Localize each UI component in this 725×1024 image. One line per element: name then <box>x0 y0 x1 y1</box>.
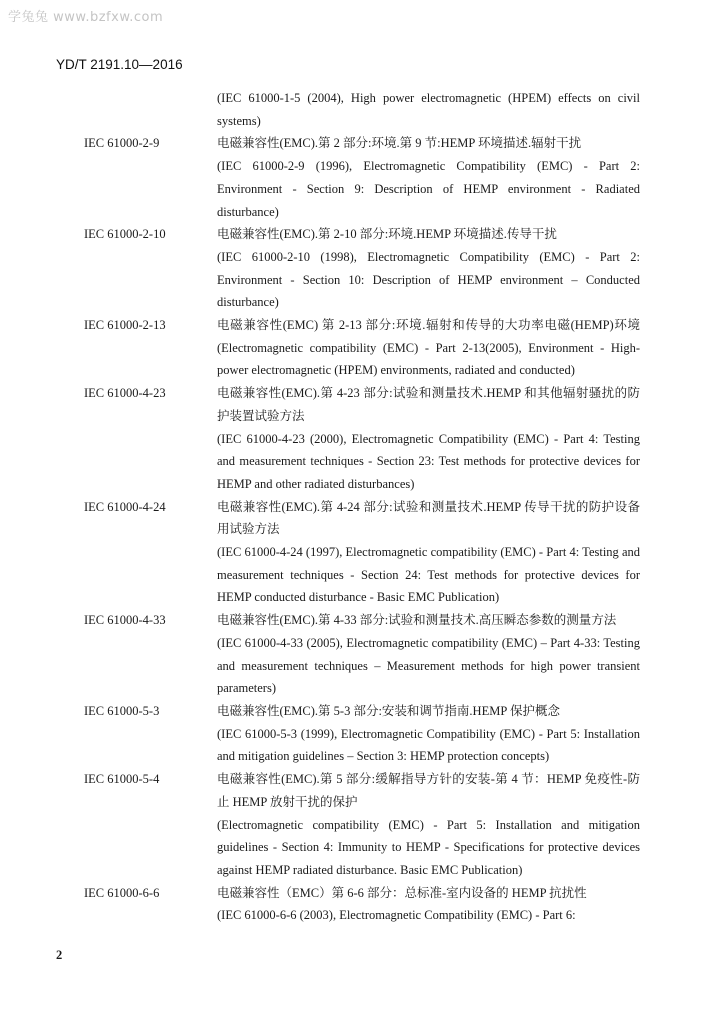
reference-paragraph: (IEC 61000-5-3 (1999), Electromagnetic Compatibility (EMC) - Part 5: Installation and mitigation guidelines – Section 3: HEMP protection concepts) <box>217 726 640 764</box>
reference-standard-id: IEC 61000-4-24 <box>84 499 166 514</box>
reference-entry <box>0 609 725 700</box>
reference-paragraph: 电磁兼容性(EMC).第 2-10 部分:环境.HEMP 环境描述.传导干扰 <box>217 227 557 242</box>
reference-description <box>217 700 640 768</box>
reference-description <box>217 768 640 882</box>
reference-paragraph: (IEC 61000-4-24 (1997), Electromagnetic compatibility (EMC) - Part 4: Testing and measurement techniques - Section 24: Test methods for protective devices for HEMP conducted disturbance - Basic EMC Publication) <box>217 545 640 605</box>
reference-paragraph: 电磁兼容性(EMC).第 2 部分:环境.第 9 节:HEMP 环境描述.辐射干扰 <box>217 136 582 151</box>
reference-description <box>217 87 640 132</box>
reference-entry <box>0 132 725 223</box>
reference-entry <box>0 768 725 882</box>
reference-description <box>217 382 640 496</box>
reference-description <box>217 223 640 314</box>
reference-paragraph: (IEC 61000-1-5 (2004), High power electromagnetic (HPEM) effects on civil systems) <box>217 91 640 128</box>
reference-standard-id: IEC 61000-4-23 <box>84 386 166 401</box>
reference-paragraph: 电磁兼容性(EMC) 第 2-13 部分:环境.辐射和传导的大功率电磁(HEMP)环境(Electromagnetic compatibility (EMC) - Part 2-13(2005), Environment - High-power electromagnetic (HPEM) environments, radiated and conducted) <box>217 318 640 378</box>
reference-paragraph: 电磁兼容性(EMC).第 5-3 部分:安装和调节指南.HEMP 保护概念 <box>217 703 560 718</box>
reference-standard-id: IEC 61000-2-10 <box>84 227 166 242</box>
reference-entry <box>0 382 725 496</box>
reference-description <box>217 314 640 382</box>
reference-paragraph: (Electromagnetic compatibility (EMC) - Part 5: Installation and mitigation guidelines - Section 4: Immunity to HEMP - Specifications for protective devices against HEMP radiated disturbance. Basic EMC Publication) <box>217 817 640 877</box>
reference-standard-id: IEC 61000-2-13 <box>84 318 166 333</box>
reference-standard-id: IEC 61000-5-4 <box>84 772 160 787</box>
reference-paragraph: 电磁兼容性(EMC).第 4-33 部分:试验和测量技术.高压瞬态参数的测量方法 <box>217 613 617 628</box>
reference-description <box>217 496 640 610</box>
reference-paragraph: 电磁兼容性(EMC).第 5 部分:缓解指导方针的安装-第 4 节：HEMP 免疫性-防止 HEMP 放射干扰的保护 <box>217 772 640 809</box>
reference-list <box>0 87 725 927</box>
page-number: 2 <box>56 948 63 962</box>
reference-entry <box>0 87 725 132</box>
reference-description <box>217 609 640 700</box>
reference-paragraph: 电磁兼容性(EMC).第 4-24 部分:试验和测量技术.HEMP 传导干扰的防护设备用试验方法 <box>217 499 640 537</box>
reference-paragraph: (IEC 61000-4-33 (2005), Electromagnetic compatibility (EMC) – Part 4-33: Testing and measurement techniques – Measurement methods for high power transient parameters) <box>217 635 640 696</box>
reference-paragraph: (IEC 61000-4-23 (2000), Electromagnetic Compatibility (EMC) - Part 4: Testing and measurement techniques - Section 23: Test methods for protective devices for HEMP and other radiated disturbances) <box>217 431 640 491</box>
reference-entry <box>0 496 725 610</box>
reference-entry <box>0 314 725 382</box>
reference-paragraph: (IEC 61000-2-9 (1996), Electromagnetic Compatibility (EMC) - Part 2: Environment - Section 9: Description of HEMP environment - Radiated disturbance) <box>217 159 640 219</box>
reference-description <box>217 882 640 927</box>
reference-standard-id: IEC 61000-6-6 <box>84 885 160 900</box>
reference-paragraph: 电磁兼容性(EMC).第 4-23 部分:试验和测量技术.HEMP 和其他辐射骚扰的防护装置试验方法 <box>217 386 640 423</box>
reference-paragraph: (IEC 61000-6-6 (2003), Electromagnetic Compatibility (EMC) - Part 6: <box>217 908 576 923</box>
reference-entry <box>0 223 725 314</box>
reference-standard-id: IEC 61000-4-33 <box>84 613 166 628</box>
reference-entry <box>0 882 725 927</box>
watermark: 学兔兔 www.bzfxw.com <box>8 10 164 25</box>
reference-description <box>217 132 640 223</box>
reference-standard-id: IEC 61000-2-9 <box>84 136 160 151</box>
reference-paragraph: (IEC 61000-2-10 (1998), Electromagnetic Compatibility (EMC) - Part 2: Environment - Section 10: Description of HEMP environment – Conducted disturbance) <box>217 249 640 310</box>
document-code: YD/T 2191.10—2016 <box>56 57 183 72</box>
reference-paragraph: 电磁兼容性（EMC）第 6-6 部分：总标准-室内设备的 HEMP 抗扰性 <box>217 885 587 900</box>
reference-entry <box>0 700 725 768</box>
reference-standard-id: IEC 61000-5-3 <box>84 703 160 718</box>
